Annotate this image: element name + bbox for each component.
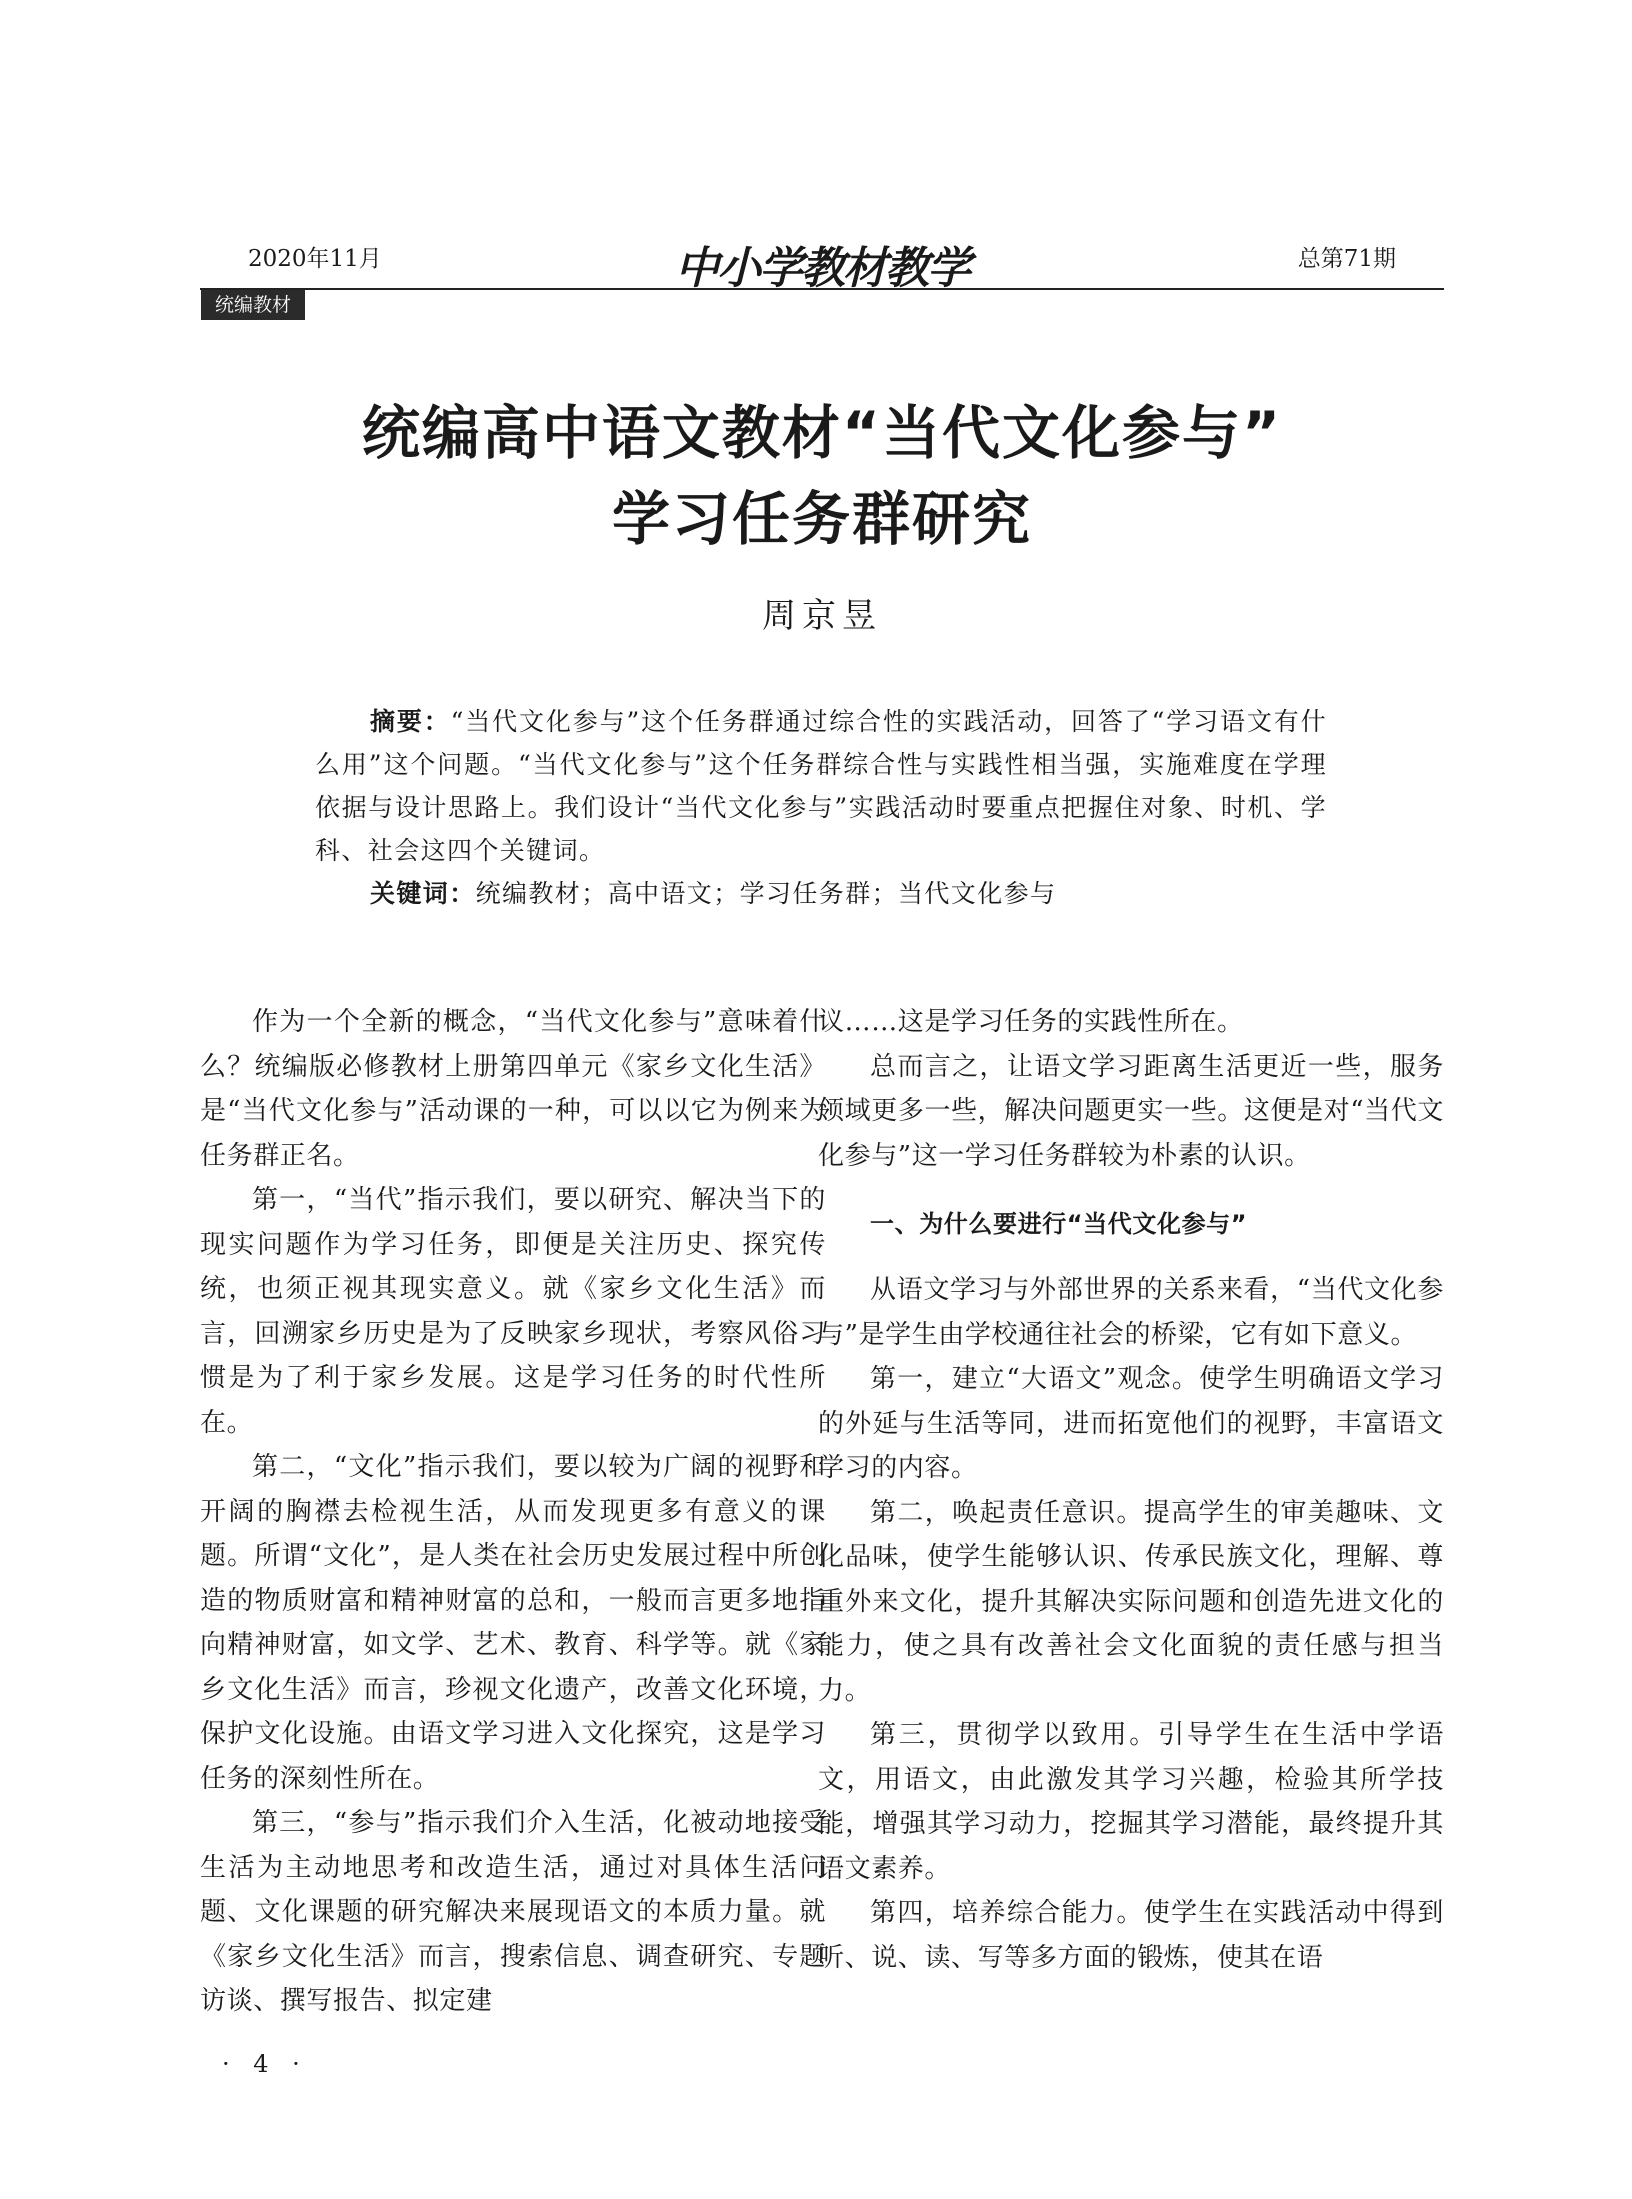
body-paragraph: 第二，唤起责任意识。提高学生的审美趣味、文化品味，使学生能够认识、传承民族文化，理解、尊重外来文化，提升其解决实际问题和创造先进文化的能力，使之具有改善社会文化面貌的责任感与担当力。 xyxy=(818,1497,1444,1706)
abstract-paragraph xyxy=(315,700,1327,872)
body-paragraph: 第三，“参与”指示我们介入生活，化被动地接受生活为主动地思考和改造生活，通过对具体生活问题、文化课题的研究解决来展现语文的本质力量。就《家乡文化生活》而言，搜索信息、调查研究、专题访谈、撰写报告、拟定建 xyxy=(200,1808,826,2016)
body-paragraph: 总而言之，让语文学习距离生活更近一些，服务领域更多一些，解决问题更实一些。这便是对“当代文化参与”这一学习任务群较为朴素的认识。 xyxy=(818,1051,1444,1171)
abstract-label: 摘要： xyxy=(370,707,451,736)
body-paragraph: 第一，“当代”指示我们，要以研究、解决当下的现实问题作为学习任务，即便是关注历史、探究传统，也须正视其现实意义。就《家乡文化生活》而言，回溯家乡历史是为了反映家乡现状，考察风俗习惯是为了利于家乡发展。这是学习任务的时代性所在。 xyxy=(200,1185,826,1438)
running-header xyxy=(200,232,1444,294)
author: 周京昱 xyxy=(762,596,882,636)
body-paragraph: 第二，“文化”指示我们，要以较为广阔的视野和开阔的胸襟去检视生活，从而发现更多有意义的课题。所谓“文化”，是人类在社会历史发展过程中所创造的物质财富和精神财富的总和，一般而言更多地指向精神财富，如文学、艺术、教育、科学等。就《家乡文化生活》而言，珍视文化遗产，改善文化环境，保护文化设施。由语文学习进入文化探究，这是学习任务的深刻性所在。 xyxy=(200,1452,826,1794)
body-column-left xyxy=(200,1000,826,2024)
keywords-label: 关键词： xyxy=(370,879,476,908)
body-paragraph: 作为一个全新的概念，“当代文化参与”意味着什么？统编版必修教材上册第四单元《家乡文化生活》是“当代文化参与”活动课的一种，可以以它为例来为任务群正名。 xyxy=(200,1007,826,1171)
body-paragraph: 第四，培养综合能力。使学生在实践活动中得到听、说、读、写等多方面的锻炼，使其在语 xyxy=(818,1898,1444,1973)
article-title xyxy=(200,390,1444,562)
body-column-right xyxy=(818,1000,1444,1980)
header-rule xyxy=(200,288,1444,290)
title-line-1: 统编高中语文教材“当代文化参与” xyxy=(361,399,1283,467)
header-issue: 总第71期 xyxy=(1297,246,1396,272)
keywords-paragraph xyxy=(315,872,1327,915)
journal-logo: 中小学教材教学 xyxy=(675,243,969,294)
body-paragraph-continued: 议……这是学习任务的实践性所在。 xyxy=(818,1007,1244,1037)
body-paragraph: 从语文学习与外部世界的关系来看，“当代文化参与”是学生由学校通往社会的桥梁，它有如下意义。 xyxy=(818,1275,1444,1350)
header-date: 2020年11月 xyxy=(248,246,382,272)
section-tag: 统编教材 xyxy=(201,290,305,320)
abstract xyxy=(315,700,1327,915)
body-paragraph: 第一，建立“大语文”观念。使学生明确语文学习的外延与生活等同，进而拓宽他们的视野，丰富语文学习的内容。 xyxy=(818,1364,1444,1483)
body-paragraph: 第三，贯彻学以致用。引导学生在生活中学语文，用语文，由此激发其学习兴趣，检验其所学技能，增强其学习动力，挖掘其学习潜能，最终提升其语文素养。 xyxy=(818,1720,1444,1884)
title-line-2: 学习任务群研究 xyxy=(611,485,1032,553)
keywords-text: 统编教材；高中语文；学习任务群；当代文化参与 xyxy=(475,879,1057,908)
section-heading: 一、为什么要进行“当代文化参与” xyxy=(870,1210,1248,1238)
abstract-text: “当代文化参与”这个任务群通过综合性的实践活动，回答了“学习语文有什么用”这个问题。“当代文化参与”这个任务群综合性与实践性相当强，实施难度在学理依据与设计思路上。我们设计“当代文化参与”实践活动时要重点把握住对象、时机、学科、社会这四个关键词。 xyxy=(315,707,1327,865)
page-number: · 4 · xyxy=(222,2050,308,2078)
